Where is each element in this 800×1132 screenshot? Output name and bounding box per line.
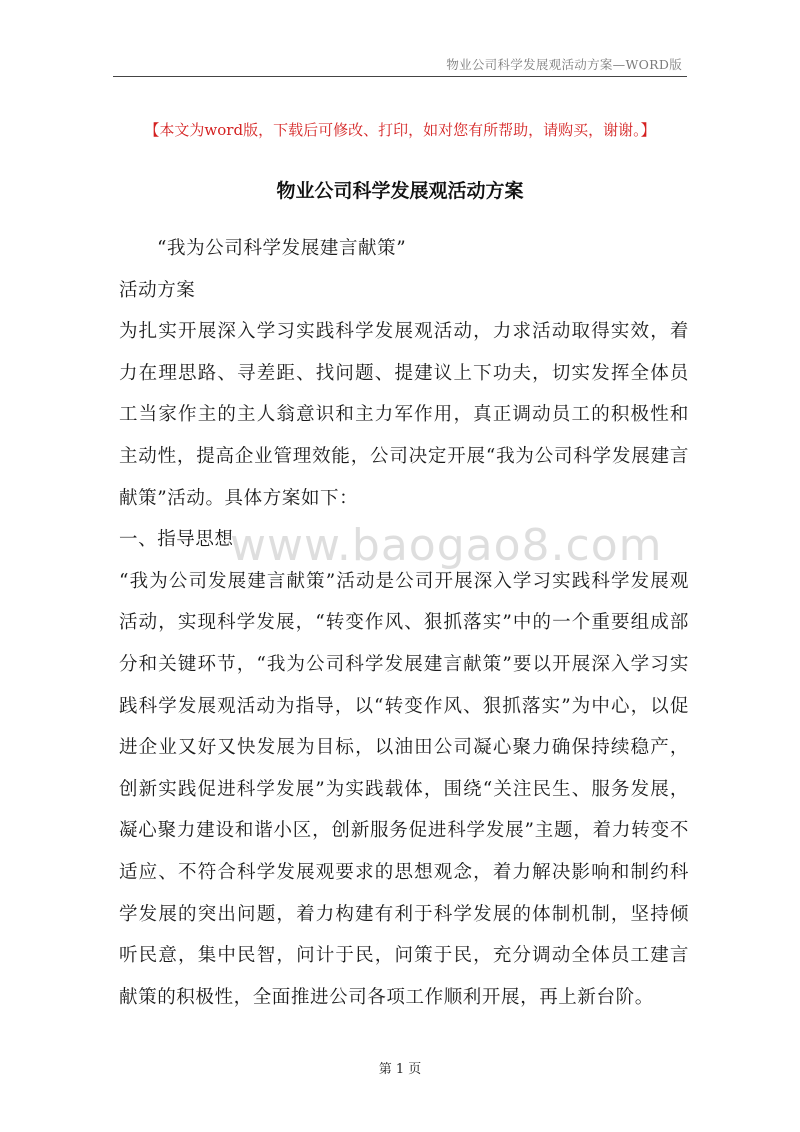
running-header: 物业公司科学发展观活动方案—WORD版 xyxy=(446,57,682,72)
document-subtitle: “我为公司科学发展建言献策” xyxy=(157,238,407,259)
section-paragraph: “我为公司发展建言献策”活动是公司开展深入学习实践科学发展观活动，实现科学发展，“转变作风、狠抓落实”中的一个重要组成部分和关键环节，“我为公司科学发展建言献策”要以开展深入学习实践科学发展观活动为指导，以“转变作风、狠抓落实”为中心，以促进企业又好又快发展为目标，以油田公司凝心聚力确保持续稳产，创新实践促进科学发展”为实践载体，围绕“关注民生、服务发展，凝心聚力建设和谐小区，创新服务促进科学发展”主题，着力转变不适应、不符合科学发展观要求的思想观念，着力解决影响和制约科学发展的突出问题，着力构建有利于科学发展的体制机制，坚持倾听民意，集中民智，问计于民，问策于民，充分调动全体员工建言献策的积极性，全面推进公司各项工作顺利开展，再上新台阶。 xyxy=(119,570,689,1008)
header-divider xyxy=(113,76,687,77)
document-label: 活动方案 xyxy=(119,279,196,301)
document-body xyxy=(119,228,689,1018)
section-heading: 一、指导思想 xyxy=(119,529,234,551)
page-number: 第 1 页 xyxy=(378,1062,422,1077)
document-title: 物业公司科学发展观活动方案 xyxy=(276,180,524,202)
purchase-notice: 【本文为word版，下载后可修改、打印，如对您有所帮助，请购买，谢谢。】 xyxy=(144,121,656,139)
watermark: www.baogao8.com xyxy=(230,520,663,571)
intro-paragraph: 为扎实开展深入学习实践科学发展观活动，力求活动取得实效，着力在理思路、寻差距、找问题、提建议上下功夫，切实发挥全体员工当家作主的主人翁意识和主力军作用，真正调动员工的积极性和主动性，提高企业管理效能，公司决定开展“我为公司科学发展建言献策”活动。具体方案如下： xyxy=(119,321,689,509)
